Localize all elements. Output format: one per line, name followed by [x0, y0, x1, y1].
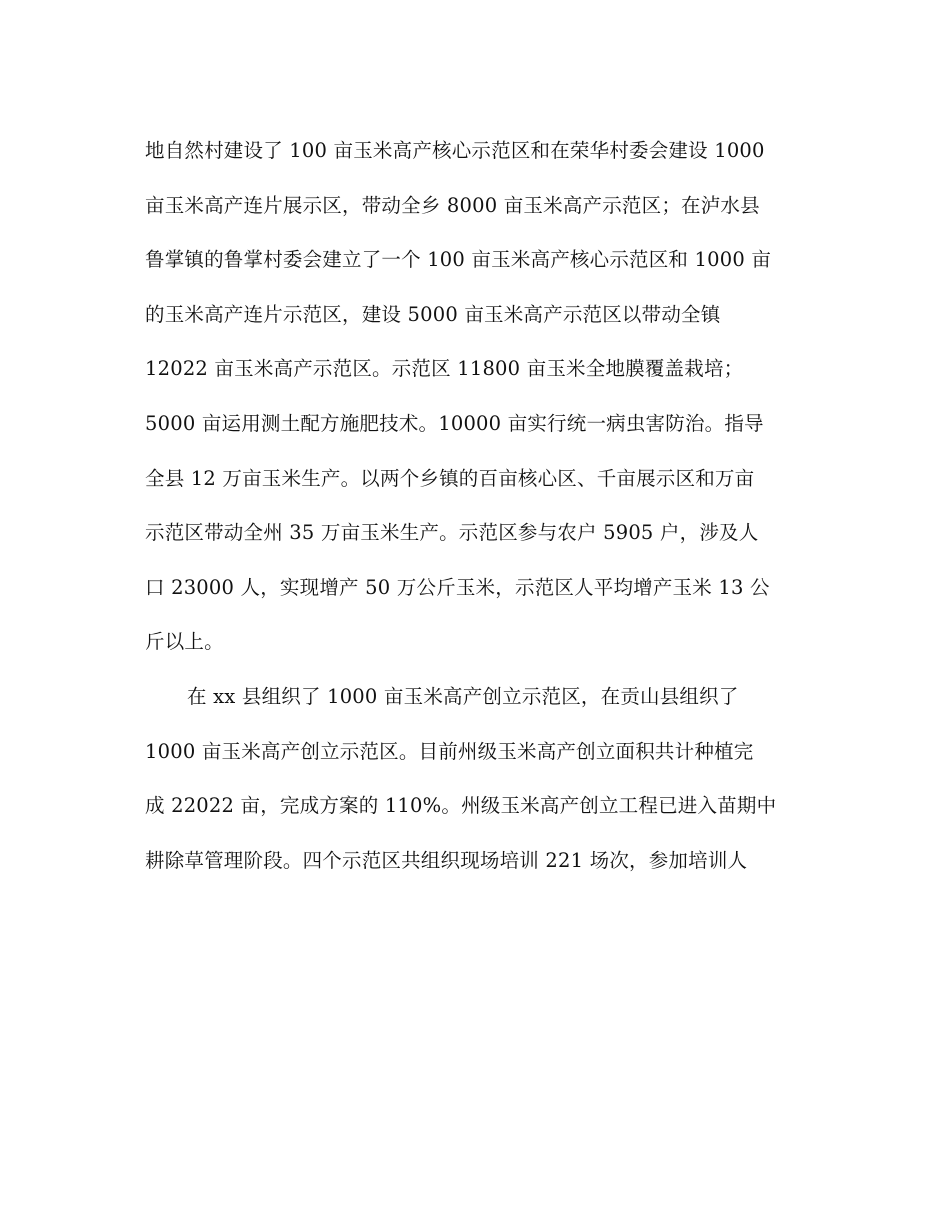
text-line: 口 23000 人，实现增产 50 万公斤玉米，示范区人平均增产玉米 13 公 — [145, 575, 770, 599]
text-line: 亩玉米高产连片展示区，带动全乡 8000 亩玉米高产示范区；在泸水县 — [145, 193, 760, 217]
text-line: 12022 亩玉米高产示范区。示范区 11800 亩玉米全地膜覆盖栽培； — [145, 357, 744, 381]
document-body — [145, 124, 810, 888]
text-line: 1000 亩玉米高产创立示范区。目前州级玉米高产创立面积共计种植完 — [145, 739, 754, 763]
text-line: 示范区带动全州 35 万亩玉米生产。示范区参与农户 5905 户，涉及人 — [145, 521, 759, 545]
paragraph-2 — [145, 670, 810, 888]
paragraph-1 — [145, 124, 810, 670]
text-line: 5000 亩运用测土配方施肥技术。10000 亩实行统一病虫害防治。指导 — [145, 411, 764, 435]
text-line: 斤以上。 — [145, 630, 224, 654]
text-line: 耕除草管理阶段。四个示范区共组织现场培训 221 场次，参加培训人 — [145, 848, 748, 872]
text-line: 成 22022 亩，完成方案的 110%。州级玉米高产创立工程已进入苗期中 — [145, 794, 777, 818]
text-line: 全县 12 万亩玉米生产。以两个乡镇的百亩核心区、千亩展示区和万亩 — [145, 466, 755, 490]
text-line: 鲁掌镇的鲁掌村委会建立了一个 100 亩玉米高产核心示范区和 1000 亩 — [145, 248, 772, 272]
text-line: 地自然村建设了 100 亩玉米高产核心示范区和在荣华村委会建设 1000 — [145, 139, 765, 162]
text-line: 的玉米高产连片示范区，建设 5000 亩玉米高产示范区以带动全镇 — [145, 302, 721, 326]
text-line-indented: 在 xx 县组织了 1000 亩玉米高产创立示范区，在贡山县组织了 — [187, 684, 739, 708]
